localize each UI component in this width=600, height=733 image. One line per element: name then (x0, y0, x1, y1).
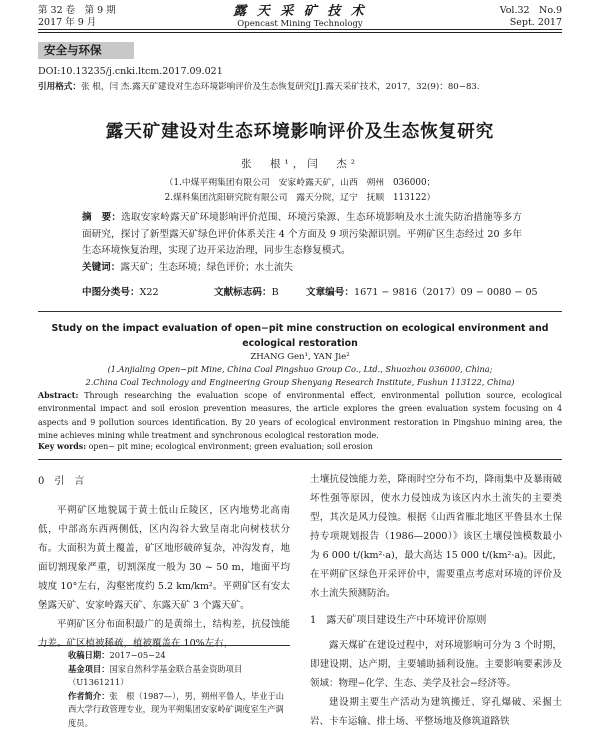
doc-code (214, 284, 279, 298)
english-affiliation-1: (1.Anjialing Open−pit Mine, China Coal Pingshuo Group Co., Ltd., Shuozhou 036000, China; (107, 364, 493, 374)
abstract-cn (82, 210, 522, 276)
affiliation-2: 2.煤科集团沈阳研究院有限公司 露天分院，辽宁 抚顺 113122） (164, 193, 436, 203)
author-bio-label: 作者简介： (68, 690, 110, 701)
paragraph-continued: 土壤抗侵蚀能力差，降雨时空分布不均，降雨集中及暴雨破坏性强等原因，使水力侵蚀成为该区内水土流失的主要类型，其次是风力侵蚀。根据《山西省雁北地区平鲁县水土保持专项规划报告（1986—2000）》该区土壤侵蚀模数最小为 6 000 t/(km²·a)，最大高达 15 000 t/(km²·a)。因此，在平朔矿区绿色开采评价中，需要重点考虑对环境的评价及水土流失预测防治。 (310, 474, 562, 599)
author-bio (38, 690, 290, 731)
clc-value: X22 (139, 287, 159, 298)
divider (38, 311, 562, 312)
english-affiliation-2: 2.China Coal Technology and Engineering Group Shenyang Research Institute, Fushun 113122, China) (85, 377, 515, 387)
english-keywords (38, 442, 562, 451)
paragraph: 露天煤矿在建设过程中，对环境影响可分为 3 个时期，即建设期、达产期，主要辅助插利设施。主要影响要素涉及领域：物理−化学、生态、美学及社会−经济等。 (310, 640, 562, 689)
header-date: 2017 年 9 月 (38, 17, 97, 28)
affiliation-1: （1.中煤平朔集团有限公司 安家岭露天矿，山西 朔州 036000； (164, 178, 436, 188)
section-heading-1: 1 露天矿项目建设生产中环境评价原则 (310, 615, 487, 626)
section-heading-intro: 0 引 言 (38, 476, 85, 487)
author-bio-value: 张 根（1987—），男，朔州平鲁人，毕业于山西大学行政管理专业，现为平朔集团安家岭矿调度室生产调度员。 (68, 690, 285, 728)
paragraph: 平朔矿区地貌属于黄土低山丘陵区，区内地势北高南低，中部高东西两侧低，区内沟谷大致呈南北向树枝状分布。大面积为黄土覆盖，矿区地形破碎复杂，冲沟发育，地面切割现象严重，切割深度一般为 30 ~ 50 m，地面平均坡度 10°左右，沟壑密度约 5.2 km/km²。平朔矿区有安太堡露天矿、安家岭露天矿、东露天矿 3 个露天矿。 (38, 505, 290, 611)
english-keywords-text: open− pit mine; ecological environment; green evaluation; soil erosion (88, 442, 373, 451)
header-rule-thick (38, 29, 562, 30)
header-volume-en: Vol.32 No.9 (499, 5, 562, 16)
section-tag: 安全与环保 (38, 42, 134, 59)
paragraph: 平朔矿区分布面积最广的是黄绵土，结构差，抗侵蚀能力差。矿区植被稀疏，植被覆盖在 10%左右， (38, 619, 290, 649)
header-rule-thin (38, 32, 562, 33)
keywords-text: 露天矿；生态环境；绿色评价；水土流失 (120, 261, 294, 273)
footnote-rule (38, 645, 290, 646)
abstract-text: 选取安家岭露天矿环境影响评价范围、环境污染源、生态环境影响及水土流失防治措施等多方面研究，探讨了新型露天矿绿色评价体系关注 4 个方面及 9 项污染源识别。平朔矿区生态经过 20 多年生态环境恢复治理，实现了边开采边治理，同步生态修复模式。 (82, 212, 523, 256)
doccode-value: B (271, 287, 279, 298)
english-title: Study on the impact evaluation of open−pit mine construction on ecological environment and ecological restoration (51, 323, 549, 349)
fund (38, 663, 290, 690)
fund-value: 国家自然科学基金联合基金资助项目（U1361211） (68, 663, 243, 687)
divider-body (38, 459, 562, 460)
received-date (38, 649, 290, 663)
right-column (310, 470, 562, 731)
clc-label: 中图分类号： (82, 287, 140, 298)
keywords-label: 关键词： (82, 261, 121, 273)
authors: 张 根¹，闫 杰² (241, 158, 359, 170)
journal-name-en: Opencast Mining Technology (237, 19, 363, 29)
left-column (38, 470, 290, 653)
abstract-label: 摘 要： (82, 212, 122, 223)
received-label: 收稿日期： (68, 650, 110, 660)
citation-text: 张 根，闫 杰.露天矿建设对生态环境影响评价及生态恢复研究[J].露天采矿技术，2017，32(9)：80−83. (80, 82, 480, 92)
footnote (38, 649, 290, 730)
english-keywords-label: Key words: (38, 442, 87, 451)
article-number (306, 284, 538, 298)
doccode-label: 文献标志码： (214, 287, 272, 298)
citation-label: 引用格式： (38, 82, 81, 92)
articleno-value: 1671 − 9816（2017）09 − 0080 − 05 (353, 287, 538, 298)
english-abstract (38, 389, 562, 443)
header-right (500, 5, 562, 29)
english-authors: ZHANG Gen¹, YAN Jie² (250, 352, 350, 362)
english-abstract-label: Abstract: (38, 391, 79, 400)
paragraph: 建设期主要生产活动为建筑搬迁、穿孔爆破、采掘土岩、卡车运输、排土场、平整场地及修筑道路铁 (310, 697, 562, 727)
doi: DOI:10.13235/j.cnki.ltcm.2017.09.021 (38, 66, 223, 77)
header-volume: 第 32 卷 第 9 期 (38, 5, 116, 16)
articleno-label: 文章编号： (306, 287, 354, 298)
received-value: 2017−05−24 (109, 650, 166, 660)
paper-title: 露天矿建设对生态环境影响评价及生态恢复研究 (105, 122, 495, 142)
english-abstract-text: Through researching the evaluation scope of environmental effect, environmental pollution source, ecological environmental impact and soil erosion prevention measures, the article explores the green evaluation system focusing on 4 aspects and 9 pollution sources identification. By 20 years of ecological environment restoration in Pingshuo mining area, the mine achieves mining while treatment and synchronous ecological restoration mode. (38, 391, 563, 441)
journal-name-cn: 露 天 采 矿 技 术 (233, 4, 367, 19)
header-date-en: Sept. 2017 (509, 17, 562, 28)
citation (38, 80, 562, 92)
fund-label: 基金项目： (68, 663, 110, 674)
clc (82, 284, 159, 298)
